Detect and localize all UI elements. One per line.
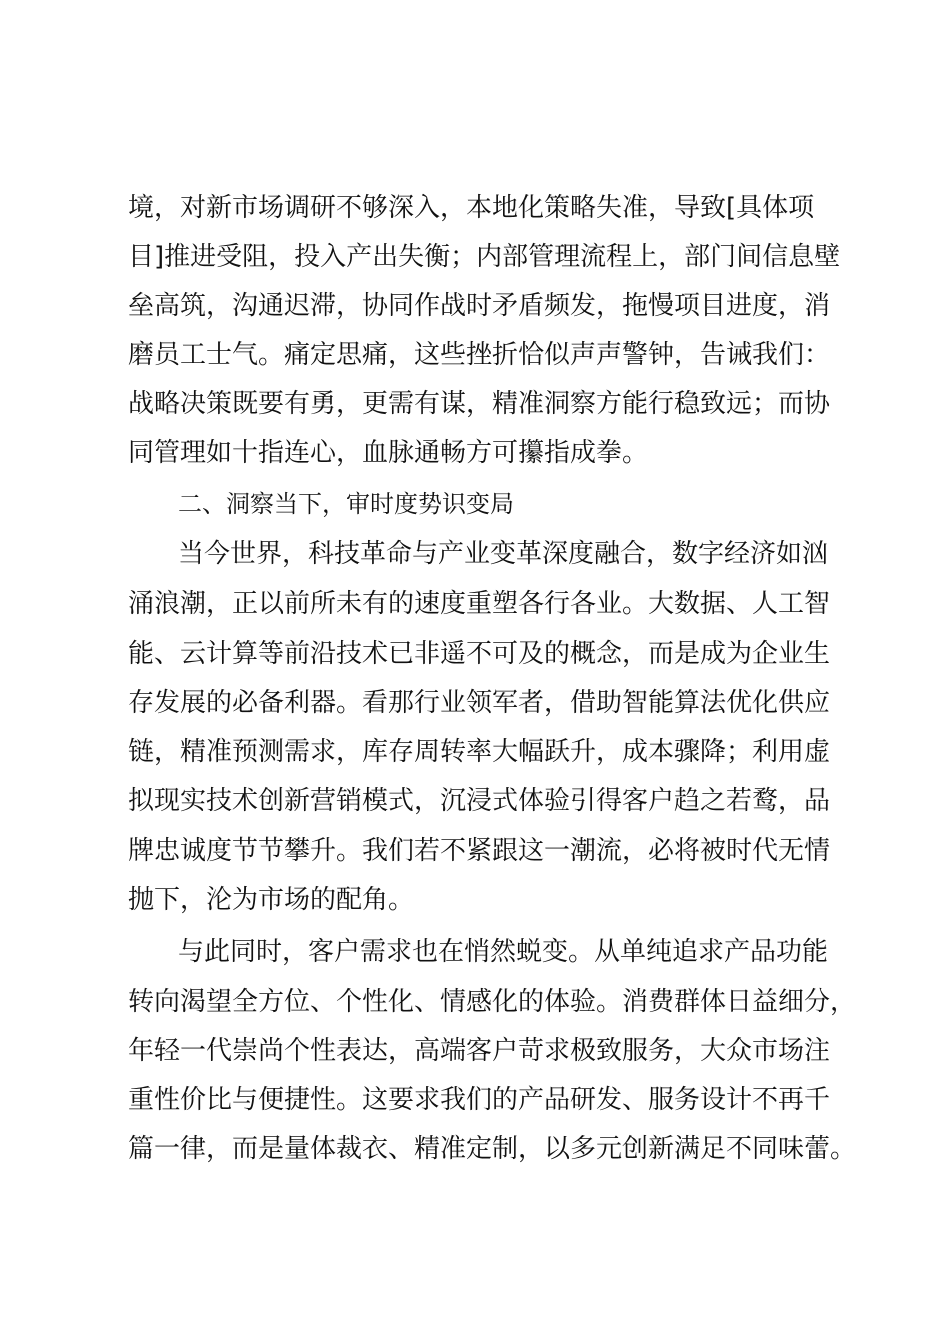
paragraph-line: 年轻一代崇尚个性表达，高端客户苛求极致服务，大众市场注	[128, 1036, 831, 1066]
paragraph-line: 篇一律，而是量体裁衣、精准定制，以多元创新满足不同味蕾。	[128, 1134, 857, 1164]
paragraph-line: 链，精准预测需求，库存周转率大幅跃升，成本骤降；利用虚	[128, 737, 831, 767]
paragraph-line: 存发展的必备利器。看那行业领军者，借助智能算法优化供应	[128, 688, 831, 718]
paragraph-line: 转向渴望全方位、个性化、情感化的体验。消费群体日益细分，	[128, 987, 857, 1017]
paragraph-line: 目]推进受阻，投入产出失衡；内部管理流程上，部门间信息壁	[128, 242, 841, 272]
section-heading: 二、洞察当下，审时度势识变局	[178, 490, 514, 518]
paragraph-line: 境，对新市场调研不够深入，本地化策略失准，导致[具体项	[128, 193, 815, 223]
paragraph-line: 抛下，沦为市场的配角。	[128, 885, 415, 915]
paragraph-line: 当今世界，科技革命与产业变革深度融合，数字经济如汹	[178, 539, 829, 569]
paragraph-line: 能、云计算等前沿技术已非遥不可及的概念，而是成为企业生	[128, 639, 831, 669]
paragraph-line: 磨员工士气。痛定思痛，这些挫折恰似声声警钟，告诫我们：	[128, 340, 831, 370]
paragraph-line: 战略决策既要有勇，更需有谋，精准洞察方能行稳致远；而协	[128, 389, 831, 419]
paragraph-line: 牌忠诚度节节攀升。我们若不紧跟这一潮流，必将被时代无情	[128, 836, 831, 866]
paragraph-line: 重性价比与便捷性。这要求我们的产品研发、服务设计不再千	[128, 1085, 831, 1115]
paragraph-line: 同管理如十指连心，血脉通畅方可攥指成拳。	[128, 438, 649, 468]
paragraph-line: 与此同时，客户需求也在悄然蜕变。从单纯追求产品功能	[178, 937, 829, 967]
paragraph-line: 垒高筑，沟通迟滞，协同作战时矛盾频发，拖慢项目进度，消	[128, 291, 831, 321]
paragraph-line: 拟现实技术创新营销模式，沉浸式体验引得客户趋之若鹜，品	[128, 786, 831, 816]
paragraph-line: 涌浪潮，正以前所未有的速度重塑各行各业。大数据、人工智	[128, 589, 831, 619]
